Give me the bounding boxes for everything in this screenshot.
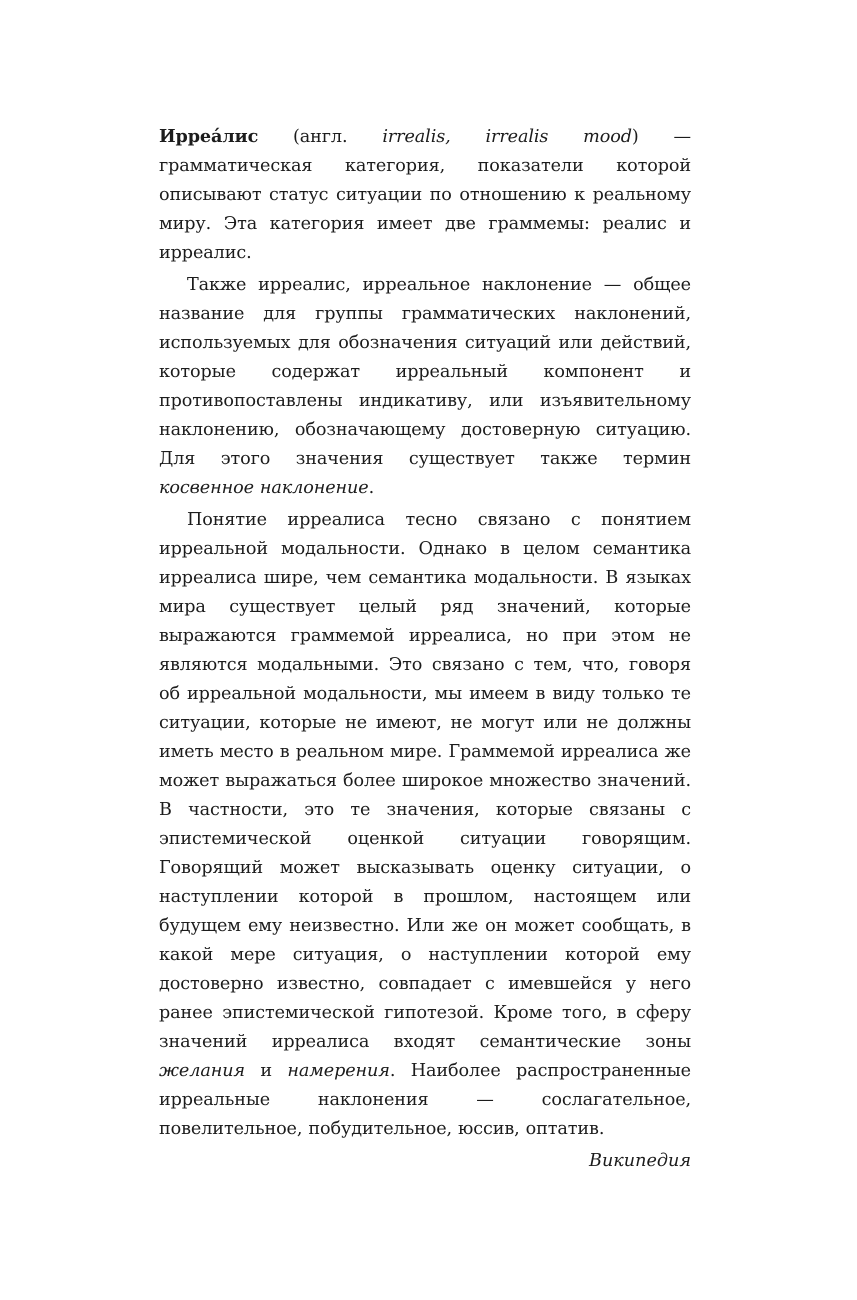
emphasis-term: намерения xyxy=(287,1061,390,1081)
text-run: и xyxy=(244,1061,288,1081)
text-run: . Наиболее распространенные ирреальные наклонения — сослагательное, повелительное, побудительное, юссив, оптатив. xyxy=(159,1061,691,1139)
article-page xyxy=(159,122,691,1176)
text-run: (англ. xyxy=(258,127,383,147)
text-run: . xyxy=(368,478,375,498)
third-paragraph xyxy=(159,506,691,1144)
english-term: irrealis, irrealis mood xyxy=(382,127,632,147)
emphasis-term: косвенное наклонение xyxy=(159,478,369,498)
text-run: Понятие ирреалиса тесно связано с понятием ирреальной модальности. Однако в целом семантика ирреалиса шире, чем семантика модальности. В языках мира существует целый ряд значений, которые выражаются граммемой ирреалиса, но при этом не являются модальными. Это связано с тем, что, говоря об ирреальной модальности, мы имеем в виду только те ситуации, которые не имеют, не могут или не должны иметь место в реальном мире. Граммемой ирреалиса же может выражаться более широкое множество значений. В частности, это те значения, которые связаны с эпистемической оценкой ситуации говорящим. Говорящий может высказывать оценку ситуации, о наступлении которой в прошлом, настоящем или будущем ему неизвестно. Или же он может сообщать, в какой мере ситуация, о наступлении которой ему достоверно известно, совпадает с имевшейся у него ранее эпистемической гипотезой. Кроме того, в сферу значений ирреалиса входят семантические зоны xyxy=(159,510,691,1052)
definition-paragraph xyxy=(159,122,691,268)
emphasis-term: желания xyxy=(159,1061,245,1081)
text-run: Также ирреалис, ирреальное наклонение — общее название для группы грамматических наклонений, используемых для обозначения ситуаций или действий, которые содержат ирреальный компонент и противопоставлены индикативу, или изъявительному наклонению, обозначающему достоверную ситуацию. Для этого значения существует также термин xyxy=(159,275,691,469)
source-attribution: Википедия xyxy=(589,1151,691,1171)
second-paragraph xyxy=(159,271,691,503)
text-run: ) — грамматическая категория, показатели которой описывают статус ситуации по отношению к реальному миру. Эта категория имеет две граммемы: реалис и ирреалис. xyxy=(159,127,691,263)
headword: Ирреáлис xyxy=(159,126,259,147)
